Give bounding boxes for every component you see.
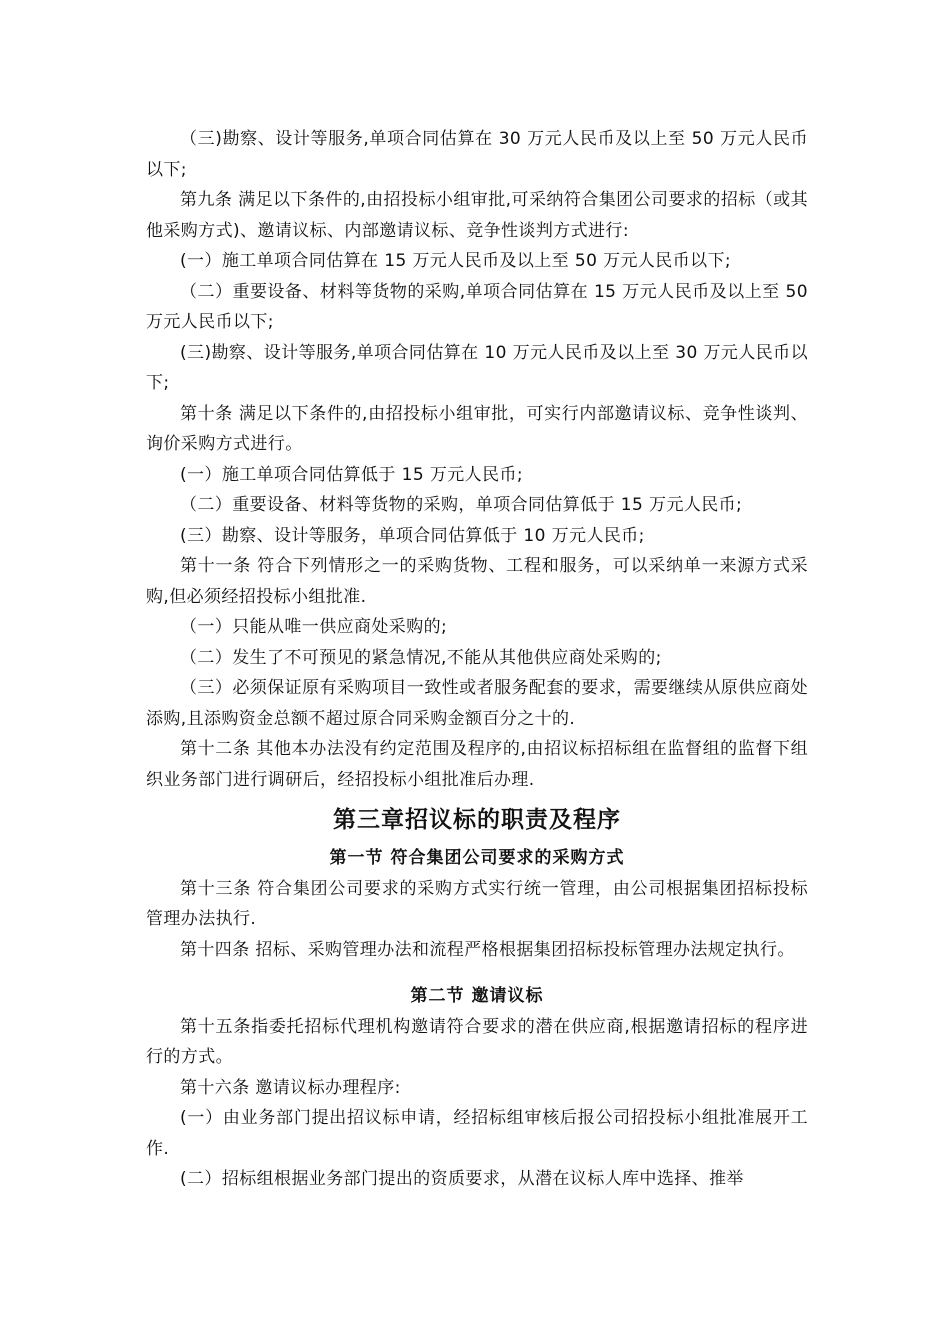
article-10: 第十条 满足以下条件的,由招投标小组审批，可实行内部邀请议标、竞争性谈判、询价采购方式进行。 <box>146 403 808 454</box>
paragraph: （二）重要设备、材料等货物的采购,单项合同估算在 15 万元人民币及以上至 50 万元人民币以下; <box>146 281 808 332</box>
chapter-title: 第三章招议标的职责及程序 <box>333 807 621 833</box>
paragraph: (一）由业务部门提出招议标申请，经招标组审核后报公司招投标小组批准展开工作. <box>146 1108 808 1159</box>
paragraph: (三)勘察、设计等服务,单项合同估算在 10 万元人民币及以上至 30 万元人民币以下; <box>146 342 808 393</box>
section-2-title: 第二节 邀请议标 <box>410 986 544 1006</box>
article-9: 第九条 满足以下条件的,由招投标小组审批,可采纳符合集团公司要求的招标（或其他采购方式)、邀请议标、内部邀请议标、竞争性谈判方式进行: <box>146 190 808 241</box>
paragraph: (一）施工单项合同估算在 15 万元人民币及以上至 50 万元人民币以下; <box>180 251 732 271</box>
article-14: 第十四条 招标、采购管理办法和流程严格根据集团招标投标管理办法规定执行。 <box>180 939 795 960</box>
paragraph: （二）发生了不可预见的紧急情况,不能从其他供应商处采购的; <box>180 647 662 668</box>
article-13: 第十三条 符合集团公司要求的采购方式实行统一管理，由公司根据集团招标投标管理办法执行. <box>146 878 808 929</box>
paragraph: （三）必须保证原有采购项目一致性或者服务配套的要求，需要继续从原供应商处添购,且添购资金总额不超过原合同采购金额百分之十的. <box>146 678 808 729</box>
paragraph: （二）重要设备、材料等货物的采购，单项合同估算低于 15 万元人民币; <box>180 495 743 515</box>
paragraph: (二）招标组根据业务部门提出的资质要求，从潜在议标人库中选择、推举 <box>180 1169 744 1189</box>
article-15: 第十五条指委托招标代理机构邀请符合要求的潜在供应商,根据邀请招标的程序进行的方式。 <box>146 1016 808 1067</box>
paragraph: (一）施工单项合同估算低于 15 万元人民币; <box>180 464 523 485</box>
paragraph: （一）只能从唯一供应商处采购的; <box>180 617 448 637</box>
paragraph: （三)勘察、设计等服务,单项合同估算在 30 万元人民币及以上至 50 万元人民币以下; <box>146 129 808 180</box>
article-12: 第十二条 其他本办法没有约定范围及程序的,由招议标招标组在监督组的监督下组织业务部门进行调研后，经招投标小组批准后办理. <box>146 739 808 790</box>
article-16: 第十六条 邀请议标办理程序: <box>180 1077 401 1098</box>
section-1-title: 第一节 符合集团公司要求的采购方式 <box>329 848 625 868</box>
document-body <box>146 124 808 1195</box>
paragraph: (三）勘察、设计等服务，单项合同估算低于 10 万元人民币; <box>180 525 645 546</box>
article-11: 第十一条 符合下列情形之一的采购货物、工程和服务，可以采纳单一来源方式采购,但必须经招投标小组批准. <box>146 556 808 607</box>
